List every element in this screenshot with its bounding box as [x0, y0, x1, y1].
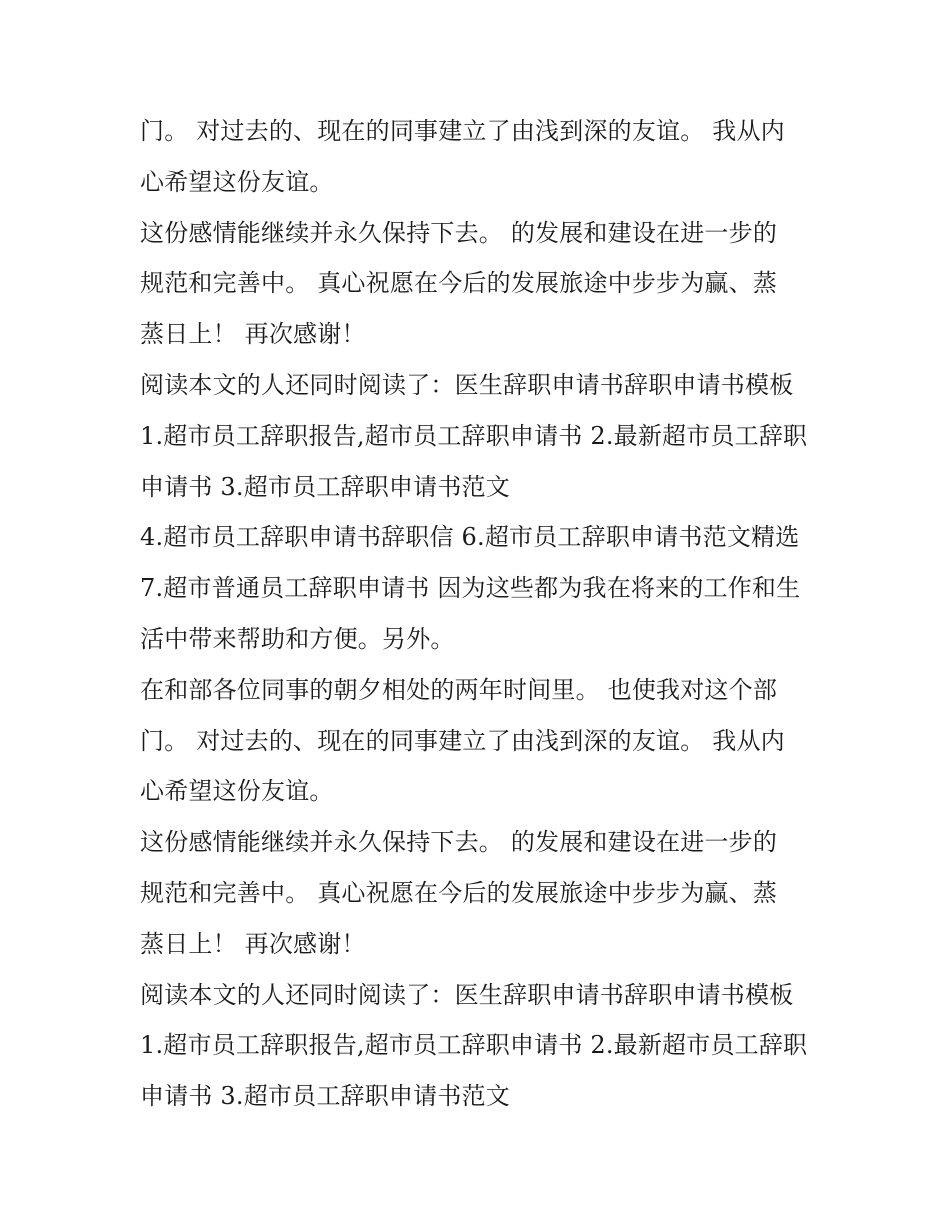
text-line: 心希望这份友谊。	[140, 777, 334, 806]
text-line: 4.超市员工辞职申请书辞职信 6.超市员工辞职申请书范文精选	[140, 523, 800, 552]
text-line: 阅读本文的人还同时阅读了：医生辞职申请书辞职申请书模板	[140, 370, 794, 399]
text-line: 这份感情能继续并永久保持下去。 的发展和建设在进一步的	[140, 828, 778, 857]
text-line: 在和部各位同事的朝夕相处的两年时间里。 也使我对这个部	[140, 675, 778, 704]
text-line: 申请书 3.超市员工辞职申请书范文	[140, 472, 510, 501]
text-line: 1.超市员工辞职报告,超市员工辞职申请书 2.最新超市员工辞职	[140, 1031, 808, 1060]
text-line: 门。 对过去的、现在的同事建立了由浅到深的友谊。 我从内	[140, 726, 785, 755]
text-line: 规范和完善中。 真心祝愿在今后的发展旅途中步步为赢、蒸	[140, 269, 778, 298]
text-line: 蒸日上！ 再次感谢！	[140, 929, 366, 958]
text-line: 心希望这份友谊。	[140, 167, 334, 196]
text-line: 阅读本文的人还同时阅读了：医生辞职申请书辞职申请书模板	[140, 980, 794, 1009]
text-line: 7.超市普通员工辞职申请书 因为这些都为我在将来的工作和生	[140, 574, 801, 603]
text-line: 1.超市员工辞职报告,超市员工辞职申请书 2.最新超市员工辞职	[140, 421, 808, 450]
text-line: 蒸日上！ 再次感谢！	[140, 320, 366, 349]
document-body	[140, 106, 830, 1122]
text-line: 门。 对过去的、现在的同事建立了由浅到深的友谊。 我从内	[140, 117, 785, 145]
text-line: 规范和完善中。 真心祝愿在今后的发展旅途中步步为赢、蒸	[140, 878, 778, 907]
text-line: 申请书 3.超市员工辞职申请书范文	[140, 1082, 510, 1111]
text-line: 活中带来帮助和方便。另外。	[140, 624, 455, 653]
text-line: 这份感情能继续并永久保持下去。 的发展和建设在进一步的	[140, 218, 778, 247]
